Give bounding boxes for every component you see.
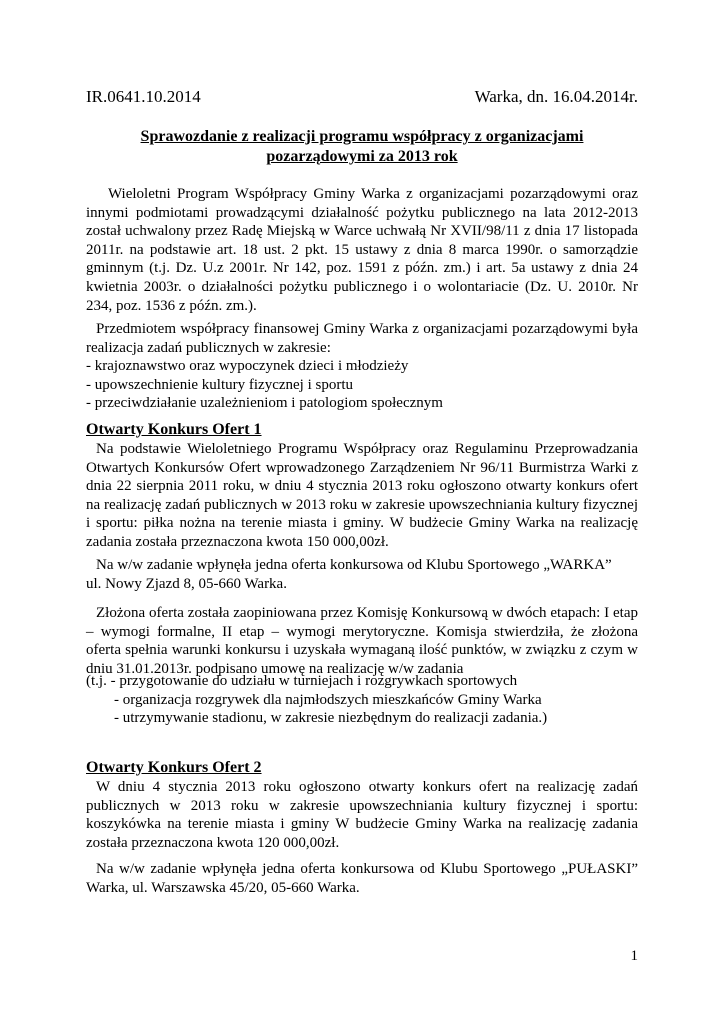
- contest2-body: W dniu 4 stycznia 2013 roku ogłoszono otwarty konkurs ofert na realizację zadań publicznych w 2013 roku w zakresie upowszechniania kultury fizycznej i sportu: koszykówka na terenie miasta i gminy W budżecie Gminy Warka na realizację zadania została przeznaczona kwota 120 000,00zł.: [86, 779, 638, 851]
- contest1-offer: [86, 556, 638, 593]
- scope-item: - upowszechnienie kultury fizycznej i sportu: [86, 376, 353, 393]
- contest1-body: Na podstawie Wieloletniego Programu Współpracy oraz Regulaminu Przeprowadzania Otwartych Konkursów Ofert wprowadzonego Zarządzeniem Nr 96/11 Burmistrza Warki z dnia 22 sierpnia 2011 roku, w dniu 4 stycznia 2013 roku ogłoszono otwarty konkurs ofert na realizację zadań publicznych w 2013 roku w zakresie upowszechniania kultury fizycznej i sportu: piłka nożna na terenie miasta i gminy. W budżecie Gminy Warka na realizację zadania została przeznaczona kwota 150 000,00zł.: [86, 441, 638, 550]
- contest1-tasks: [86, 672, 638, 728]
- contest1-evaluation: Złożona oferta została zaopiniowana przez Komisję Konkursową w dwóch etapach: I etap – wymogi formalne, II etap – wymogi merytoryczne. Komisja stwierdziła, że złożona oferta spełnia warunki konkursu i uzyskała wymaganą ilość punktów, w związku z czym w dniu 31.01.2013r. podpisano umowę na realizację w/w zadania: [86, 605, 638, 677]
- scope-list: [86, 357, 638, 413]
- contest1-heading: Otwarty Konkurs Ofert 1: [86, 421, 262, 438]
- task-item: - utrzymywanie stadionu, w zakresie niezbędnym do realizacji zadania.): [114, 710, 548, 727]
- task-item: (t.j. - przygotowanie do udziału w turniejach i rozgrywkach sportowych: [86, 673, 518, 689]
- contest1-offer-line: Na w/w zadanie wpłynęła jedna oferta konkursowa od Klubu Sportowego „WARKA”: [96, 557, 612, 573]
- place-and-date: Warka, dn. 16.04.2014r.: [474, 87, 638, 106]
- task-item: - organizacja rozgrywek dla najmłodszych mieszkańców Gminy Warka: [114, 691, 542, 708]
- contest2-offer: Na w/w zadanie wpłynęła jedna oferta konkursowa od Klubu Sportowego „PUŁASKI” Warka, ul. Warszawska 45/20, 05-660 Warka.: [86, 861, 638, 896]
- document-header: [86, 86, 638, 108]
- scope-lead: Przedmiotem współpracy finansowej Gminy Warka z organizacjami pozarządowymi była realizacja zadań publicznych w zakresie:: [86, 321, 638, 356]
- scope-item: - krajoznawstwo oraz wypoczynek dzieci i młodzieży: [86, 358, 409, 374]
- scope-item: - przeciwdziałanie uzależnieniom i patologiom społecznym: [86, 395, 443, 412]
- contest2-heading: Otwarty Konkurs Ofert 2: [86, 759, 262, 776]
- page-number: 1: [630, 948, 638, 964]
- reference-number: IR.0641.10.2014: [86, 87, 201, 106]
- intro-paragraph: Wieloletni Program Współpracy Gminy Warka z organizacjami pozarządowymi oraz innymi podmiotami prowadzącymi działalność pożytku publicznego na lata 2012-2013 został uchwalony przez Radę Miejską w Warce uchwałą Nr XVII/98/11 z dnia 17 listopada 2011r. na podstawie art. 18 ust. 2 pkt. 15 ustawy z dnia 8 marca 1990r. o samorządzie gminnym (t.j. Dz. U.z 2001r. Nr 142, poz. 1591 z późn. zm.) i art. 5a ustawy z dnia 24 kwietnia 2003r. o działalności pożytku publicznego i o wolontariacie (Dz. U. 2010r. Nr 234, poz. 1536 z późn. zm.).: [86, 186, 638, 314]
- document-title: Sprawozdanie z realizacji programu współpracy z organizacjami pozarządowymi za 2013 rok: [140, 128, 584, 165]
- contest1-offer-line: ul. Nowy Zjazd 8, 05-660 Warka.: [86, 575, 287, 592]
